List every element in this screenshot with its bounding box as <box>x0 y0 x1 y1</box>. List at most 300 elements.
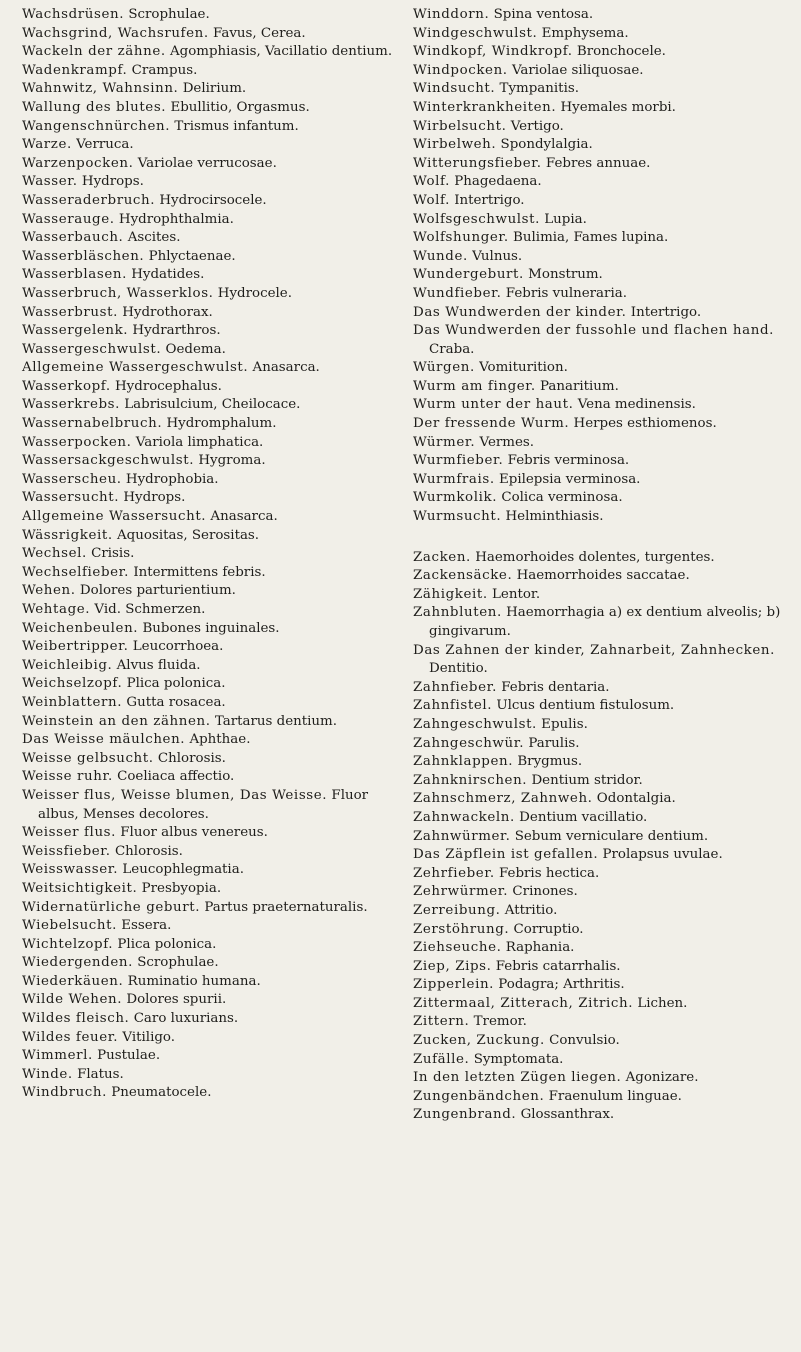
entry-headword: Zackensäcke. <box>413 568 513 584</box>
entry-latin-gloss: Leucorrhoea. <box>132 639 224 655</box>
entry-headword: Weinstein an den zähnen. <box>22 713 211 729</box>
entry-latin-gloss: Lentor. <box>492 586 541 602</box>
entry-headword: Wasserscheu. <box>22 471 122 487</box>
entry-headword: Weitsichtigkeit. <box>22 880 138 896</box>
dictionary-entry <box>413 716 793 735</box>
entry-headword: Wasserbrust. <box>22 304 118 320</box>
dictionary-entry <box>413 921 793 940</box>
dictionary-entry <box>413 958 793 977</box>
entry-headword: Wahnwitz, Wahnsinn. <box>22 81 179 97</box>
entry-latin-gloss: Intertrigo. <box>630 304 702 320</box>
dictionary-entry <box>413 62 793 81</box>
entry-latin-gloss: Pustulae. <box>97 1048 161 1064</box>
entry-headword: Weisser flus, Weisse blumen, Das Weisse. <box>22 787 328 803</box>
entry-headword: Weichenbeulen. <box>22 620 139 636</box>
entry-latin-gloss: Vertigo. <box>510 118 564 134</box>
entry-headword: Wolfsgeschwulst. <box>413 211 540 227</box>
dictionary-entry <box>22 936 404 955</box>
entry-headword: Warze. <box>22 137 72 153</box>
entry-headword: Wundergeburt. <box>413 267 524 283</box>
dictionary-entry <box>413 1013 793 1032</box>
dictionary-entry <box>413 211 793 230</box>
dictionary-entry <box>413 1032 793 1051</box>
entry-latin-gloss: Vitiligo. <box>122 1029 176 1045</box>
dictionary-entry <box>22 843 404 862</box>
entry-headword: Wehtage. <box>22 602 91 617</box>
dictionary-entry <box>22 471 404 490</box>
entry-latin-gloss: Crampus. <box>131 62 198 78</box>
entry-headword: Windbruch. <box>22 1085 107 1101</box>
entry-headword: Wundfieber. <box>413 285 502 301</box>
entry-latin-gloss: Attritio. <box>504 902 558 918</box>
entry-headword: Weisse gelbsucht. <box>22 750 154 766</box>
left-column <box>22 6 404 1103</box>
dictionary-entry <box>22 266 404 285</box>
dictionary-entry <box>22 954 404 973</box>
entry-latin-gloss: Fraenulum linguae. <box>548 1088 682 1104</box>
entry-headword: Wassernabelbruch. <box>22 416 163 432</box>
entry-headword: Zucken, Zuckung. <box>413 1033 545 1049</box>
entry-headword: Wasserblasen. <box>22 267 127 283</box>
entry-latin-gloss: Fluor albus venereus. <box>120 825 268 841</box>
entry-headword: Das Wundwerden der kinder. <box>413 304 627 320</box>
entry-headword: Wurm am finger. <box>413 378 536 394</box>
dictionary-entry <box>22 694 404 713</box>
entry-latin-gloss: Coeliaca affectio. <box>117 769 235 785</box>
entry-headword: Ziehseuche. <box>413 940 502 956</box>
dictionary-entry <box>22 973 404 992</box>
dictionary-entry <box>22 1047 404 1066</box>
entry-headword: Zahnbluten. <box>413 605 502 621</box>
dictionary-entry <box>22 452 404 471</box>
entry-latin-gloss: Corruptio. <box>513 921 584 937</box>
entry-headword: Würmer. <box>413 434 476 450</box>
entry-headword: Wasserbauch. <box>22 230 124 246</box>
entry-latin-gloss: Febris dentaria. <box>501 679 610 695</box>
entry-headword: Zittermaal, Zitterach, Zitrich. <box>413 995 634 1011</box>
entry-latin-gloss: Sebum verniculare dentium. <box>514 828 709 844</box>
entry-latin-gloss: Spondylalgia. <box>500 137 593 153</box>
entry-headword: Wassergeschwulst. <box>22 341 162 357</box>
entry-latin-gloss: Chlorosis. <box>157 750 226 766</box>
dictionary-entry <box>413 248 793 267</box>
entry-latin-gloss: Febris verminosa. <box>507 453 630 469</box>
entry-headword: Wildes fleisch. <box>22 1011 130 1027</box>
entry-latin-gloss: Febris hectica. <box>498 865 600 881</box>
dictionary-entry <box>22 248 404 267</box>
entry-headword: Weinblattern. <box>22 694 123 710</box>
entry-latin-gloss: Pneumatocele. <box>111 1085 212 1101</box>
entry-latin-gloss: Hydrocele. <box>217 285 292 301</box>
entry-headword: Weissfieber. <box>22 843 111 859</box>
entry-latin-gloss: Scrophulae. <box>137 955 219 971</box>
entry-latin-gloss: Haemorrhoides saccatae. <box>516 568 690 584</box>
entry-headword: Zahngeschwür. <box>413 735 525 751</box>
entry-headword: Zehrfieber. <box>413 865 495 881</box>
entry-latin-gloss: Hydrops. <box>81 174 144 190</box>
entry-headword: Wichtelzopf. <box>22 936 114 952</box>
entry-latin-gloss: Haemorhoides dolentes, turgentes. <box>475 549 715 565</box>
dictionary-entry <box>413 995 793 1014</box>
dictionary-entry <box>22 80 404 99</box>
entry-headword: Zungenbändchen. <box>413 1088 545 1104</box>
dictionary-entry <box>22 62 404 81</box>
entry-latin-gloss: Hygroma. <box>198 453 266 469</box>
entry-latin-gloss: Herpes esthiomenos. <box>573 416 717 432</box>
dictionary-entry <box>413 567 793 586</box>
entry-headword: Wasserbläschen. <box>22 248 145 264</box>
dictionary-entry <box>413 136 793 155</box>
entry-headword: Zacken. <box>413 549 471 565</box>
entry-latin-gloss: Intertrigo. <box>454 192 525 208</box>
entry-headword: Winddorn. <box>413 7 490 22</box>
dictionary-entry <box>413 939 793 958</box>
section-gap <box>413 527 793 549</box>
entry-headword: Wasserpocken. <box>22 434 132 450</box>
dictionary-entry <box>413 6 793 25</box>
dictionary-entry <box>22 415 404 434</box>
dictionary-entry <box>22 620 404 639</box>
entry-headword: Zittern. <box>413 1014 470 1030</box>
entry-latin-gloss: Hydrocephalus. <box>115 378 222 394</box>
dictionary-entry <box>22 675 404 694</box>
dictionary-entry <box>22 508 404 527</box>
entry-headword: Wurmfrais. <box>413 471 495 487</box>
entry-headword: Wurmkolik. <box>413 490 498 506</box>
entry-headword: Wangenschnürchen. <box>22 118 171 134</box>
dictionary-entry <box>413 80 793 99</box>
dictionary-entry <box>413 1088 793 1107</box>
entry-headword: Wiederkäuen. <box>22 973 124 989</box>
entry-headword: Zahnfistel. <box>413 698 493 714</box>
entry-latin-gloss: Emphysema. <box>541 25 629 41</box>
dictionary-entry <box>22 434 404 453</box>
entry-latin-gloss: Fluor albus, Menses decolores. <box>38 787 369 822</box>
entry-latin-gloss: Hyemales morbi. <box>560 99 676 115</box>
entry-latin-gloss: Bubones inguinales. <box>142 620 280 636</box>
entry-headword: Allgemeine Wassergeschwulst. <box>22 360 249 376</box>
dictionary-entry <box>413 192 793 211</box>
entry-latin-gloss: Oedema. <box>165 341 226 357</box>
entry-headword: Wassersackgeschwulst. <box>22 453 195 469</box>
entry-headword: Zipperlein. <box>413 977 495 993</box>
dictionary-entry <box>22 396 404 415</box>
entry-latin-gloss: Verruca. <box>76 137 134 153</box>
dictionary-entry <box>22 322 404 341</box>
entry-latin-gloss: Variola limphatica. <box>135 434 264 450</box>
entry-headword: Wirbelweh. <box>413 137 497 153</box>
entry-headword: Widernatürliche geburt. <box>22 899 201 915</box>
dictionary-entry <box>413 322 793 359</box>
entry-latin-gloss: Odontalgia. <box>596 791 676 807</box>
entry-headword: Wechsel. <box>22 546 87 562</box>
entry-latin-gloss: Crinones. <box>512 884 578 900</box>
entry-latin-gloss: Favus, Cerea. <box>212 25 306 41</box>
dictionary-entry <box>22 1084 404 1103</box>
dictionary-entry <box>413 471 793 490</box>
dictionary-entry <box>22 861 404 880</box>
dictionary-entry <box>413 434 793 453</box>
dictionary-entry <box>413 1106 793 1125</box>
entry-latin-gloss: Variolae siliquosae. <box>511 62 644 78</box>
entry-headword: Weichleibig. <box>22 657 113 673</box>
entry-headword: Zähigkeit. <box>413 586 488 602</box>
dictionary-entry <box>22 304 404 323</box>
entry-headword: Zahnknirschen. <box>413 772 528 788</box>
entry-latin-gloss: Bulimia, Fames lupina. <box>513 230 669 246</box>
entry-headword: Zerstöhrung. <box>413 921 510 937</box>
dictionary-entry <box>22 787 404 824</box>
dictionary-entry <box>22 211 404 230</box>
entry-latin-gloss: Hydrocirsocele. <box>159 192 267 208</box>
entry-headword: Wolf. <box>413 192 450 208</box>
dictionary-entry <box>413 902 793 921</box>
entry-latin-gloss: Hydrophthalmia. <box>118 211 234 227</box>
dictionary-entry <box>413 304 793 323</box>
entry-headword: Weisser flus. <box>22 825 116 841</box>
entry-headword: Zahnschmerz, Zahnweh. <box>413 791 593 807</box>
entry-latin-gloss: Essera. <box>121 918 172 934</box>
entry-headword: Wolfshunger. <box>413 230 509 246</box>
entry-headword: Wallung des blutes. <box>22 99 167 115</box>
entry-latin-gloss: Intermittens febris. <box>133 564 266 580</box>
entry-headword: Das Wundwerden der fussohle und flachen hand. <box>413 323 774 339</box>
entry-latin-gloss: Phlyctaenae. <box>148 248 236 264</box>
right-column-w-entries <box>413 6 793 527</box>
entry-latin-gloss: Dentium stridor. <box>531 772 643 788</box>
entry-latin-gloss: Hydrops. <box>123 490 186 506</box>
entry-latin-gloss: Dentium vacillatio. <box>519 809 648 825</box>
entry-headword: Wasserauge. <box>22 211 115 227</box>
entry-headword: Zungenbrand. <box>413 1107 517 1123</box>
entry-headword: Wolf. <box>413 174 450 190</box>
dictionary-entry <box>413 642 793 679</box>
entry-latin-gloss: Vermes. <box>479 434 535 450</box>
dictionary-entry <box>413 790 793 809</box>
entry-headword: Wadenkrampf. <box>22 62 128 78</box>
entry-latin-gloss: Glossanthrax. <box>520 1107 615 1123</box>
entry-headword: Wasserkopf. <box>22 378 111 394</box>
entry-headword: Wurmfieber. <box>413 453 504 469</box>
dictionary-entry <box>413 846 793 865</box>
dictionary-entry <box>22 527 404 546</box>
entry-latin-gloss: Spina ventosa. <box>493 7 594 22</box>
entry-latin-gloss: Hydrarthros. <box>132 323 221 339</box>
entry-headword: Wasserbruch, Wasserklos. <box>22 285 214 301</box>
entry-latin-gloss: Caro luxurians. <box>133 1011 239 1027</box>
entry-latin-gloss: Epulis. <box>541 716 588 732</box>
dictionary-entry <box>413 586 793 605</box>
entry-headword: Wasser. <box>22 174 78 190</box>
entry-headword: Zahnfieber. <box>413 679 497 695</box>
entry-latin-gloss: Convulsio. <box>549 1033 620 1049</box>
entry-headword: Weisse ruhr. <box>22 769 113 785</box>
entry-headword: Wehen. <box>22 583 76 599</box>
entry-headword: Wackeln der zähne. <box>22 44 166 60</box>
dictionary-entry <box>22 173 404 192</box>
dictionary-entry <box>22 155 404 174</box>
dictionary-entry <box>22 713 404 732</box>
entry-latin-gloss: Colica verminosa. <box>501 490 623 506</box>
entry-headword: Zehrwürmer. <box>413 884 509 900</box>
entry-headword: Witterungsfieber. <box>413 155 542 171</box>
entry-headword: Wurm unter der haut. <box>413 397 574 413</box>
entry-latin-gloss: Helminthiasis. <box>505 509 604 525</box>
entry-latin-gloss: Dolores spurii. <box>126 992 227 1008</box>
entry-headword: Wachsdrüsen. <box>22 7 125 22</box>
entry-latin-gloss: Symptomata. <box>473 1051 564 1067</box>
dictionary-entry <box>22 731 404 750</box>
dictionary-entry <box>22 136 404 155</box>
dictionary-entry <box>413 679 793 698</box>
dictionary-entry <box>413 865 793 884</box>
dictionary-entry <box>22 118 404 137</box>
dictionary-entry <box>22 25 404 44</box>
dictionary-entry <box>22 229 404 248</box>
entry-latin-gloss: Ascites. <box>127 230 181 246</box>
dictionary-entry <box>413 1051 793 1070</box>
entry-latin-gloss: Brygmus. <box>517 754 583 770</box>
entry-headword: Weibertripper. <box>22 639 129 655</box>
entry-headword: Das Weisse mäulchen. <box>22 732 186 748</box>
entry-latin-gloss: Phagedaena. <box>454 174 542 190</box>
entry-headword: Windkopf, Windkropf. <box>413 44 573 60</box>
entry-latin-gloss: Hydatides. <box>131 267 205 283</box>
dictionary-entry <box>413 772 793 791</box>
entry-headword: Das Zahnen der kinder, Zahnarbeit, Zahnhecken. <box>413 642 775 658</box>
dictionary-entry <box>413 229 793 248</box>
entry-latin-gloss: Anasarca. <box>252 360 320 376</box>
entry-headword: Wassergelenk. <box>22 323 129 339</box>
dictionary-entry <box>413 173 793 192</box>
entry-latin-gloss: Ruminatio humana. <box>127 973 261 989</box>
entry-latin-gloss: Plica polonica. <box>117 936 217 952</box>
entry-latin-gloss: Vid. Schmerzen. <box>94 602 206 617</box>
dictionary-entry <box>413 155 793 174</box>
entry-headword: Wiebelsucht. <box>22 918 117 934</box>
entry-latin-gloss: Vomiturition. <box>479 360 568 376</box>
entry-latin-gloss: Craba. <box>429 341 475 357</box>
entry-headword: Winterkrankheiten. <box>413 99 557 115</box>
dictionary-entry <box>22 880 404 899</box>
dictionary-entry <box>413 43 793 62</box>
entry-headword: Zerreibung. <box>413 902 501 918</box>
dictionary-entry <box>22 545 404 564</box>
entry-latin-gloss: Leucophlegmatia. <box>122 862 244 878</box>
entry-latin-gloss: Febres annuae. <box>545 155 651 171</box>
entry-headword: Zufälle. <box>413 1051 470 1067</box>
entry-headword: Warzenpocken. <box>22 155 134 171</box>
entry-latin-gloss: Panaritium. <box>539 378 619 394</box>
entry-headword: Wunde. <box>413 248 468 264</box>
dictionary-entry <box>22 6 404 25</box>
dictionary-entry <box>22 582 404 601</box>
dictionary-entry <box>22 43 404 62</box>
entry-latin-gloss: Dolores parturientium. <box>79 583 236 599</box>
entry-headword: Wiedergenden. <box>22 955 133 971</box>
entry-latin-gloss: Variolae verrucosae. <box>137 155 277 171</box>
entry-latin-gloss: Hydrothorax. <box>122 304 213 320</box>
dictionary-entry <box>413 1069 793 1088</box>
entry-latin-gloss: Podagra; Arthritis. <box>498 977 625 993</box>
entry-latin-gloss: Vulnus. <box>472 248 523 264</box>
dictionary-entry <box>22 378 404 397</box>
dictionary-entry <box>22 99 404 118</box>
entry-latin-gloss: Aphthae. <box>189 732 251 748</box>
entry-latin-gloss: Scrophulae. <box>128 7 210 22</box>
entry-headword: Wirbelsucht. <box>413 118 507 134</box>
entry-latin-gloss: Partus praeternaturalis. <box>204 899 368 915</box>
entry-headword: Windsucht. <box>413 81 496 97</box>
dictionary-entry <box>413 828 793 847</box>
entry-latin-gloss: Vena medinensis. <box>577 397 696 413</box>
entry-latin-gloss: Ebullitio, Orgasmus. <box>170 99 310 115</box>
entry-headword: Wassersucht. <box>22 490 120 506</box>
entry-latin-gloss: Delirium. <box>182 81 247 97</box>
dictionary-entry <box>22 359 404 378</box>
entry-latin-gloss: Hydrophobia. <box>125 471 219 487</box>
entry-latin-gloss: Tremor. <box>473 1014 527 1030</box>
entry-headword: Der fressende Wurm. <box>413 416 570 432</box>
dictionary-entry <box>413 25 793 44</box>
dictionary-entry <box>22 1029 404 1048</box>
right-column <box>413 6 793 1125</box>
dictionary-entry <box>413 378 793 397</box>
entry-latin-gloss: Prolapsus uvulae. <box>602 847 723 863</box>
entry-headword: Das Zäpflein ist gefallen. <box>413 847 599 863</box>
entry-latin-gloss: Tartarus dentium. <box>214 713 337 729</box>
dictionary-entry <box>413 604 793 641</box>
dictionary-entry <box>413 976 793 995</box>
dictionary-entry <box>22 917 404 936</box>
dictionary-entry <box>22 991 404 1010</box>
entry-latin-gloss: Lupia. <box>544 211 587 227</box>
dictionary-entry <box>413 266 793 285</box>
entry-headword: Wildes feuer. <box>22 1029 119 1045</box>
entry-latin-gloss: Trismus infantum. <box>174 118 299 134</box>
dictionary-entry <box>413 549 793 568</box>
entry-latin-gloss: Agonizare. <box>625 1070 699 1086</box>
dictionary-entry <box>413 452 793 471</box>
entry-headword: Wechselfieber. <box>22 564 130 580</box>
entry-headword: Weisswasser. <box>22 862 119 878</box>
entry-latin-gloss: Alvus fluida. <box>116 657 201 673</box>
entry-headword: Weichselzopf. <box>22 676 123 692</box>
entry-headword: Ziep, Zips. <box>413 958 492 974</box>
dictionary-entry <box>22 638 404 657</box>
dictionary-entry <box>413 489 793 508</box>
entry-latin-gloss: Monstrum. <box>528 267 603 283</box>
dictionary-entry <box>413 508 793 527</box>
dictionary-entry <box>22 285 404 304</box>
entry-latin-gloss: Labrisulcium, Cheilocace. <box>124 397 301 413</box>
entry-headword: Allgemeine Wassersucht. <box>22 509 207 525</box>
entry-latin-gloss: Bronchocele. <box>576 44 666 60</box>
entry-latin-gloss: Flatus. <box>77 1066 124 1082</box>
entry-headword: Wilde Wehen. <box>22 992 123 1008</box>
entry-headword: In den letzten Zügen liegen. <box>413 1070 622 1086</box>
entry-latin-gloss: Presbyopia. <box>141 880 222 896</box>
entry-headword: Würgen. <box>413 360 475 376</box>
entry-headword: Wimmerl. <box>22 1048 93 1064</box>
dictionary-entry <box>22 1010 404 1029</box>
dictionary-entry <box>22 341 404 360</box>
entry-latin-gloss: Parulis. <box>528 735 580 751</box>
dictionary-entry <box>413 735 793 754</box>
entry-latin-gloss: Tympanitis. <box>499 81 579 97</box>
dictionary-entry <box>413 396 793 415</box>
dictionary-entry <box>22 489 404 508</box>
